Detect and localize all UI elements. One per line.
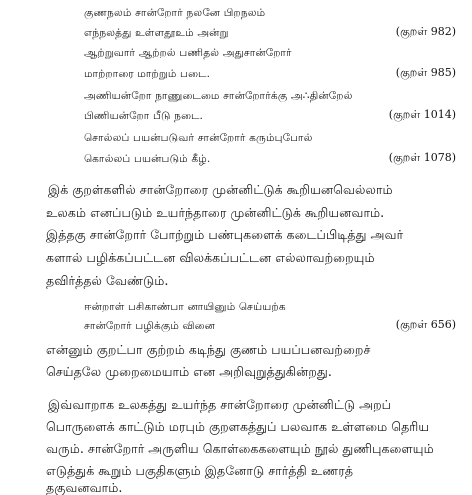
paragraph-3-line-4: எடுத்துக் கூறும் பகுதிகளும் இதனோடு சார்த்தி உணரத் bbox=[46, 463, 354, 478]
paragraph-2-line-2: செய்தலே முறைமையாம் என அறிவுறுத்துகின்றது. bbox=[46, 364, 332, 379]
paragraph-2-line-1: என்னும் குறட்பா குற்றம் கடிந்து குணம் பயப்பனவற்றைச் bbox=[46, 342, 371, 357]
couplet-3-reference: (குறள் 1014) bbox=[388, 108, 456, 121]
couplet-4-line-2: கொல்லப் பயன்படும் கீழ். bbox=[84, 153, 211, 165]
couplet-3-line-2: பிணியன்றோ பீடு நடை. bbox=[84, 110, 204, 122]
couplet-4-reference: (குறள் 1078) bbox=[388, 151, 456, 164]
paragraph-3-line-3: வரும். சான்றோர் அருளிய கொள்கைகளையும் நூல் துணிபுகளையும் bbox=[46, 441, 434, 456]
couplet-3-line-1: அணியன்றோ நாணுடைமை சான்றோர்க்கு அ∴தின்றேல் bbox=[84, 90, 353, 102]
couplet-5-reference: (குறள் 656) bbox=[395, 318, 456, 331]
couplet-1-line-2: எந்நலத்து உள்ளதூஉம் அன்று bbox=[84, 27, 229, 39]
paragraph-1-line-4: களால் பழிக்கப்பட்டன விலக்கப்பட்டன எல்லாவற்றையும் bbox=[46, 250, 375, 265]
paragraph-1-line-1: இக் குறள்களில் சான்றோரை முன்னிட்டுக் கூறியனவெல்லாம் bbox=[48, 182, 393, 197]
paragraph-1-line-3: இத்தகு சான்றோர் போற்றும் பண்புகளைக் கடைப்பிடித்து அவர் bbox=[46, 227, 404, 242]
couplet-5-line-2: சான்றோர் பழிக்கும் வினை bbox=[84, 320, 215, 332]
couplet-2-line-2: மாற்றாரை மாற்றும் படை. bbox=[84, 68, 211, 80]
paragraph-3-line-2: பொருளைக் காட்டும் மரபும் குறளகத்துப் பலவாக உள்ளமை தெரிய bbox=[46, 419, 430, 434]
paragraph-1-line-2: உலகம் எனப்படும் உயர்ந்தாரை முன்னிட்டுக் கூறியனவாம். bbox=[46, 205, 385, 220]
paragraph-3-line-5: தகுவனவாம். bbox=[46, 480, 123, 495]
couplet-2-reference: (குறள் 985) bbox=[395, 66, 456, 79]
couplet-1-reference: (குறள் 982) bbox=[395, 25, 456, 38]
paragraph-3-line-1: இவ்வாறாக உலகத்து உயர்ந்த சான்றோரை முன்னிட்டு அறப் bbox=[48, 397, 392, 412]
couplet-4-line-1: சொல்லப் பயன்படுவர் சான்றோர் கரும்புபோல் bbox=[84, 132, 313, 144]
couplet-1-line-1: குணநலம் சான்றோர் நலனே பிறநலம் bbox=[84, 7, 266, 19]
couplet-2-line-1: ஆற்றுவார் ஆற்றல் பணிதல் அதுசான்றோர் bbox=[84, 47, 292, 59]
paragraph-1-line-5: தவிர்த்தல் வேண்டும். bbox=[46, 273, 169, 288]
couplet-5-line-1: ஈன்றாள் பசிகாண்பா னாயினும் செய்யற்க bbox=[84, 301, 286, 313]
